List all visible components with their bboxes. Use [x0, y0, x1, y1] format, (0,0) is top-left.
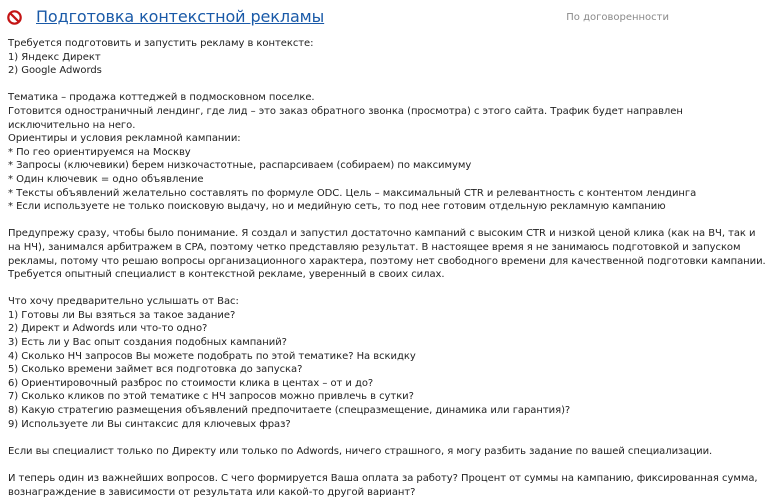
description-line: 7) Сколько кликов по этой тематике с НЧ запросов можно привлечь в сутки?	[8, 391, 414, 403]
description-line: * По гео ориентируемся на Москву	[8, 146, 191, 158]
description-line: Что хочу предварительно услышать от Вас:	[8, 296, 239, 308]
description-line: вознаграждение в зависимости от результата или какой-то другой вариант?	[8, 486, 416, 498]
description-line: * Если используете не только поисковую выдачу, но и медийную сеть, то под нее готовим отдельную рекламную кампанию	[8, 201, 666, 213]
description-line: 9) Используете ли Вы синтаксис для ключевых фраз?	[8, 418, 291, 430]
description-line: И теперь один из важнейших вопросов. С чего формируется Ваша оплата за работу? Процент от суммы на кампанию, фиксированная сумма,	[8, 473, 758, 484]
description-line: 8) Какую стратегию размещения объявлений предпочитаете (спецразмещение, динамика или гарантия)?	[8, 405, 571, 417]
description-line: Требуется подготовить и запустить рекламу в контексте:	[8, 38, 314, 49]
description-line: * Тексты объявлений желательно составлять по формуле ODC. Цель – максимальный CTR и релевантность с контентом лендинга	[8, 187, 697, 199]
description-line: исключительно на него.	[8, 119, 136, 131]
price-label: По договоренности	[566, 12, 669, 23]
paragraph-gap	[8, 214, 672, 228]
description-line: 5) Сколько времени займет вся подготовка до запуска?	[8, 364, 303, 376]
paragraph-gap	[8, 458, 672, 472]
job-header	[0, 0, 675, 34]
job-description	[8, 37, 766, 499]
description-line: на НЧ), занимался арбитражем в CPA, поэтому четко представляю результат. В настоящее время я не занимаюсь подготовкой и запуском	[8, 241, 741, 253]
paragraph-gap	[8, 282, 672, 296]
description-line: Готовится одностраничный лендинг, где лид – это заказ обратного звонка (просмотра) с этого сайта. Трафик будет направлен	[8, 105, 683, 117]
description-line: Предупрежу сразу, чтобы было понимание. Я создал и запустил достаточно кампаний с высоким CTR и низкой ценой клика (как на ВЧ, так и	[8, 228, 756, 240]
block-icon	[7, 10, 22, 25]
description-line: 2) Google Adwords	[8, 65, 102, 77]
paragraph-gap	[8, 78, 672, 92]
description-line: 1) Готовы ли Вы взяться за такое задание?	[8, 309, 236, 321]
description-line: Если вы специалист только по Директу или только по Adwords, ничего страшного, я могу разбить задание по вашей специализации.	[8, 445, 713, 457]
description-line: 3) Есть ли у Вас опыт создания подобных кампаний?	[8, 337, 287, 349]
description-line: 4) Сколько НЧ запросов Вы можете подобрать по этой тематике? На вскидку	[8, 350, 416, 362]
paragraph-gap	[8, 431, 672, 445]
description-line: Требуется опытный специалист в контекстной рекламе, уверенный в своих силах.	[8, 269, 445, 281]
description-line: 1) Яндекс Директ	[8, 51, 101, 63]
description-line: 2) Директ и Adwords или что-то одно?	[8, 323, 208, 335]
job-title-link[interactable]: Подготовка контекстной рекламы	[36, 7, 325, 26]
description-line: 6) Ориентировочный разброс по стоимости клика в центах – от и до?	[8, 377, 374, 389]
description-line: Ориентиры и условия рекламной кампании:	[8, 133, 241, 145]
description-line: Тематика – продажа коттеджей в подмосковном поселке.	[8, 92, 315, 104]
description-line: рекламы, потому что решаю вопросы организационного характера, поэтому нет свободного времени для качественной подготовки кампании.	[8, 255, 766, 267]
description-line: * Один ключевик = одно объявление	[8, 173, 204, 185]
description-line: * Запросы (ключевики) берем низкочастотные, распарсиваем (собираем) по максимуму	[8, 160, 472, 172]
